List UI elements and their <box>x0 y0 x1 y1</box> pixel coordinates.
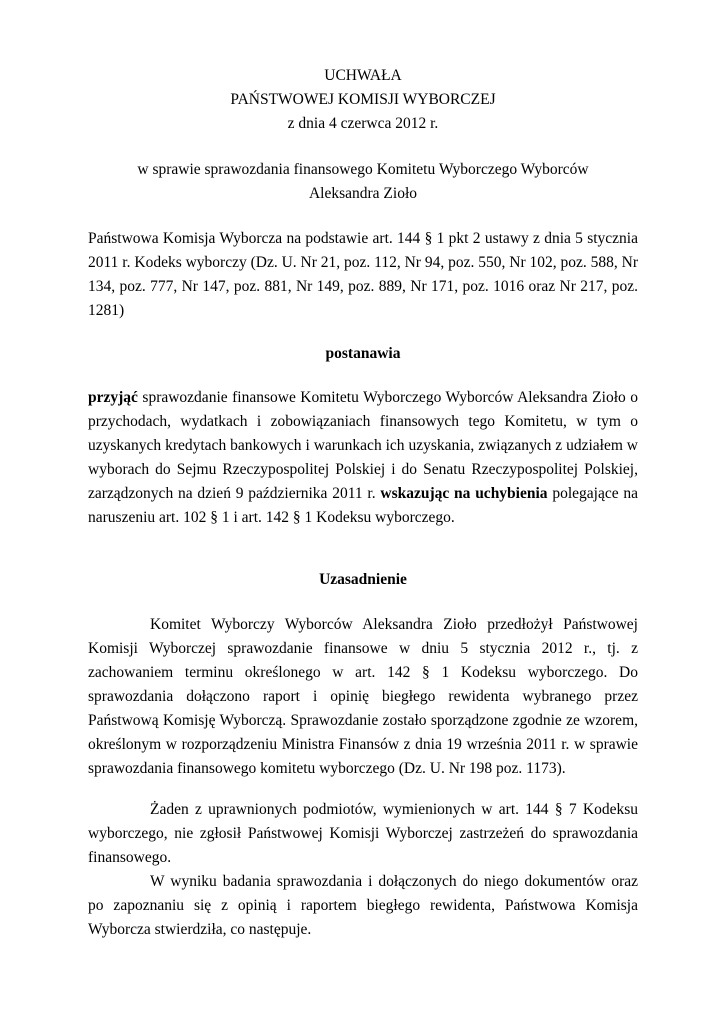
resolution-date: z dnia 4 czerwca 2012 r. <box>287 115 439 132</box>
decision-verb: przyjąć <box>88 389 138 406</box>
decision-heading: postanawia <box>325 345 401 362</box>
subject-line-1: w sprawie sprawozdania finansowego Komitetu Wyborczego Wyborców <box>137 161 589 178</box>
decision-remark: wskazując na uchybienia <box>380 485 548 502</box>
subject-line-2: Aleksandra Zioło <box>308 185 418 202</box>
resolution-title: UCHWAŁA <box>324 67 402 84</box>
preamble-paragraph: Państwowa Komisja Wyborcza na podstawie art. 144 § 1 pkt 2 ustawy z dnia 5 stycznia 2011 r. Kodeks wyborczy (Dz. U. Nr 21, poz. 112, Nr 94, poz. 550, Nr 102, poz. 588, Nr 134, poz. 777, Nr 147, poz. 881, Nr 149, poz. 889, Nr 171, poz. 1016 oraz Nr 217, poz. 1281) <box>88 230 638 319</box>
justification-paragraph-1: Komitet Wyborczy Wyborców Aleksandra Zioło przedłożył Państwowej Komisji Wyborczej sprawozdanie finansowe w dniu 5 stycznia 2012 r., tj. z zachowaniem terminu określonego w art. 142 § 1 Kodeksu wyborczego. Do sprawozdania dołączono raport i opinię biegłego rewidenta wybranego przez Państwową Komisję Wyborczą. Sprawozdanie zostało sporządzone zgodnie ze wzorem, określonym w rozporządzeniu Ministra Finansów z dnia 19 września 2011 r. w sprawie sprawozdania finansowego komitetu wyborczego (Dz. U. Nr 198 poz. 1173). <box>88 616 638 777</box>
decision-text-end: polegające na naruszeniu art. 102 § 1 i art. 142 § 1 Kodeksu wyborczego. <box>88 485 638 526</box>
justification-heading: Uzasadnienie <box>319 571 407 588</box>
justification-paragraph-2: Żaden z uprawnionych podmiotów, wymienionych w art. 144 § 7 Kodeksu wyborczego, nie zgłosił Państwowej Komisji Wyborczej zastrzeżeń do sprawozdania finansowego. <box>88 801 638 866</box>
resolution-header <box>88 64 638 136</box>
issuing-body: PAŃSTWOWEJ KOMISJI WYBORCZEJ <box>230 91 496 108</box>
justification-paragraph-3: W wyniku badania sprawozdania i dołączonych do niego dokumentów oraz po zapoznaniu się z opinią i raportem biegłego rewidenta, Państwowa Komisja Wyborcza stwierdziła, co następuje. <box>88 873 638 938</box>
resolution-subject <box>88 158 638 206</box>
decision-paragraph <box>88 386 638 530</box>
decision-text: sprawozdanie finansowe Komitetu Wyborczego Wyborców Aleksandra Zioło o przychodach, wydatkach i zobowiązaniach finansowych tego Komitetu, w tym o uzyskanych kredytach bankowych i warunkach ich uzyskania, związanych z udziałem w wyborach do Sejmu Rzeczypospolitej Polskiej i do Senatu Rzeczypospolitej Polskiej, zarządzonych na dzień 9 października 2011 r. <box>88 389 638 502</box>
